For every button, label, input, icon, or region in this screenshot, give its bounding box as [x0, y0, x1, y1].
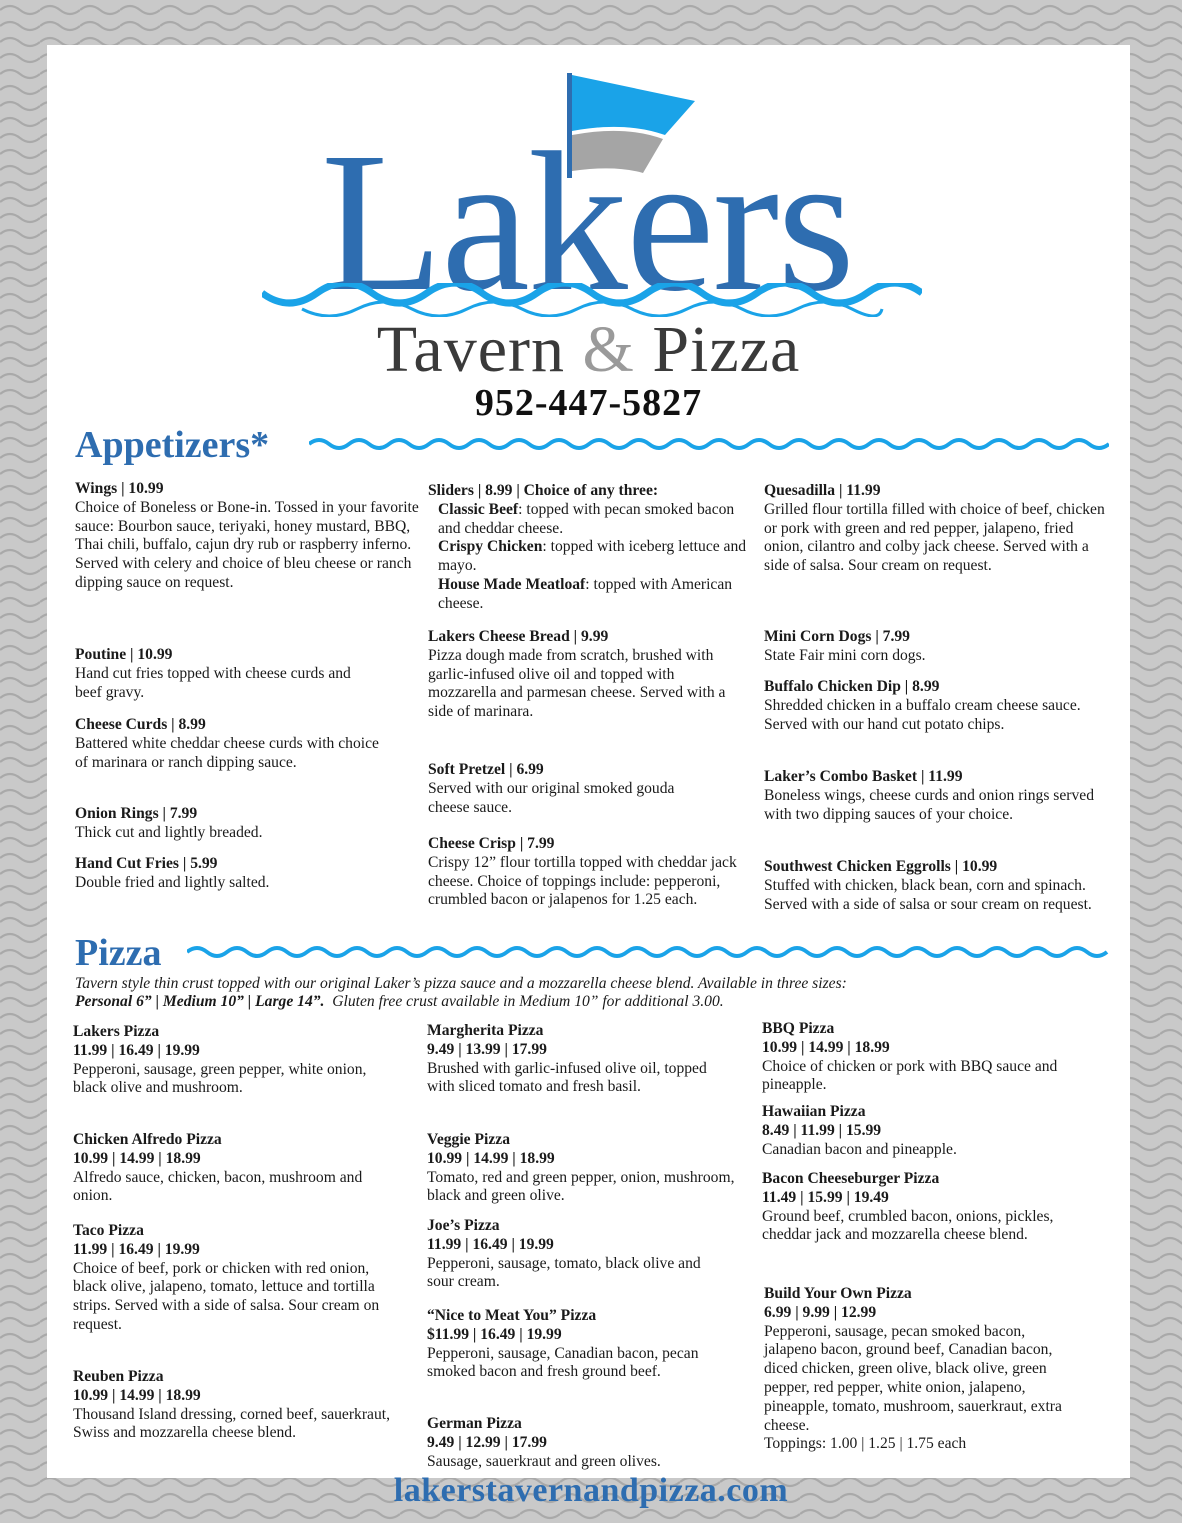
pizza-sizes: Personal 6” | Medium 10” | Large 14”. [75, 993, 325, 1010]
item-desc: Choice of Boneless or Bone-in. Tossed in your favorite sauce: Bourbon sauce, teriyaki, honey mustard, BBQ, Thai chili, buffalo, cajun dry rub or raspberry inferno. Served with celery and choice of bleu cheese or ranch dipping sauce on request. [75, 498, 419, 591]
pizza-item-bacon-cheeseburger [762, 1170, 1097, 1245]
item-prices: 9.49 | 13.99 | 17.99 [427, 1040, 547, 1058]
item-desc: Double fried and lightly salted. [75, 873, 270, 891]
item-desc: Battered white cheddar cheese curds with choice of marinara or ranch dipping sauce. [75, 734, 379, 771]
item-prices: 10.99 | 14.99 | 18.99 [427, 1149, 555, 1167]
menu-sheet [47, 45, 1130, 1478]
appetizers-wave-icon [309, 435, 1109, 453]
item-desc: Choice of chicken or pork with BBQ sauce and pineapple. [762, 1057, 1058, 1094]
item-desc: Pizza dough made from scratch, brushed with garlic-infused olive oil and topped with mozzarella and parmesan cheese. Served with a side of marinara. [428, 646, 726, 721]
item-prices: 10.99 | 14.99 | 18.99 [73, 1386, 201, 1404]
item-name: Bacon Cheeseburger Pizza [762, 1170, 940, 1187]
item-desc: Shredded chicken in a buffalo cream cheese sauce. Served with our hand cut potato chips. [764, 696, 1081, 733]
item-desc: Pepperoni, sausage, pecan smoked bacon, jalapeno bacon, ground beef, Canadian bacon, diced chicken, green olive, black olive, green pepper, red pepper, white onion, jalapeno, pineapple, tomato, mushroom, sauerkraut, extra cheese. [764, 1322, 1062, 1434]
pizza-item-taco [73, 1222, 393, 1335]
item-name: Cheese Crisp | 7.99 [428, 835, 555, 852]
item-desc: Crispy 12” flour tortilla topped with cheddar jack cheese. Choice of toppings include: pepperoni, crumbled bacon or jalapenos for 1.25 each. [428, 853, 737, 909]
logo-waves-icon [262, 283, 922, 317]
menu-item-pretzel [428, 761, 718, 817]
toppings-prices: Toppings: 1.00 | 1.25 | 1.75 each [764, 1435, 967, 1453]
menu-item-fries [75, 855, 395, 893]
item-name: Veggie Pizza [427, 1131, 510, 1148]
menu-item-buffalo-dip [764, 678, 1084, 734]
slider-meatloaf: House Made Meatloaf: topped with American cheese. [438, 575, 733, 612]
item-name: Soft Pretzel | 6.99 [428, 761, 544, 778]
pizza-item-german [427, 1415, 757, 1471]
item-name: Lakers Cheese Bread | 9.99 [428, 628, 609, 645]
item-name: Southwest Chicken Eggrolls | 10.99 [764, 858, 998, 875]
item-desc: State Fair mini corn dogs. [764, 646, 926, 664]
pizza-item-chicken-alfredo [73, 1131, 373, 1206]
pizza-item-joes [427, 1217, 727, 1292]
item-name: Reuben Pizza [73, 1368, 164, 1385]
pizza-wave-icon [187, 943, 1109, 961]
item-name: Sliders | 8.99 | Choice of any three: [428, 482, 659, 499]
item-desc: Alfredo sauce, chicken, bacon, mushroom and onion. [73, 1168, 363, 1205]
item-name: BBQ Pizza [762, 1020, 835, 1037]
menu-item-cheese-crisp [428, 835, 763, 910]
item-desc: Grilled flour tortilla filled with choice of beef, chicken or pork with green and red pepper, jalapeno, fried onion, cilantro and colby jack cheese. Served with a side of salsa. Sour cream on request. [764, 500, 1105, 575]
item-desc: Brushed with garlic-infused olive oil, topped with sliced tomato and fresh basil. [427, 1059, 707, 1096]
pizza-gluten-free: Gluten free crust available in Medium 10” for additional 3.00. [332, 993, 724, 1010]
item-desc: Ground beef, crumbled bacon, onions, pickles, cheddar jack and mozzarella cheese blend. [762, 1207, 1054, 1244]
menu-item-quesadilla [764, 482, 1109, 576]
item-name: Build Your Own Pizza [764, 1285, 912, 1302]
menu-item-combo-basket [764, 768, 1109, 824]
subtitle-pizza: Pizza [652, 313, 801, 386]
item-name: Poutine | 10.99 [75, 646, 173, 663]
item-prices: 11.99 | 16.49 | 19.99 [73, 1240, 200, 1258]
item-prices: 11.99 | 16.49 | 19.99 [427, 1235, 554, 1253]
item-desc: Hand cut fries topped with cheese curds and beef gravy. [75, 664, 351, 701]
item-name: Hawaiian Pizza [762, 1103, 866, 1120]
item-prices: 10.99 | 14.99 | 18.99 [762, 1038, 890, 1056]
menu-item-poutine [75, 646, 375, 702]
item-name: Buffalo Chicken Dip | 8.99 [764, 678, 940, 695]
item-name: Mini Corn Dogs | 7.99 [764, 628, 910, 645]
slider-crispy-chicken: Crispy Chicken: topped with iceberg lettuce and mayo. [438, 538, 747, 575]
item-desc: Thousand Island dressing, corned beef, sauerkraut, Swiss and mozzarella cheese blend. [73, 1405, 390, 1442]
item-prices: 11.99 | 16.49 | 19.99 [73, 1041, 200, 1059]
item-prices: 10.99 | 14.99 | 18.99 [73, 1149, 201, 1167]
item-desc: Boneless wings, cheese curds and onion rings served with two dipping sauces of your choice. [764, 786, 1094, 823]
item-name: Quesadilla | 11.99 [764, 482, 881, 499]
slider-classic-beef: Classic Beef: topped with pecan smoked bacon and cheddar cheese. [438, 500, 735, 537]
item-name: Margherita Pizza [427, 1022, 544, 1039]
item-name: Wings | 10.99 [75, 480, 164, 497]
item-prices: 11.49 | 15.99 | 19.49 [762, 1188, 889, 1206]
item-desc: Pepperoni, sausage, tomato, black olive and sour cream. [427, 1254, 701, 1291]
item-desc: Stuffed with chicken, black bean, corn and spinach. Served with a side of salsa or sour cream on request. [764, 876, 1092, 913]
item-desc: Pepperoni, sausage, Canadian bacon, pecan smoked bacon and fresh ground beef. [427, 1344, 699, 1381]
item-desc: Pepperoni, sausage, green pepper, white onion, black olive and mushroom. [73, 1060, 367, 1097]
pizza-item-nice-to-meat-you [427, 1307, 747, 1382]
item-desc: Canadian bacon and pineapple. [762, 1140, 957, 1158]
item-name: “Nice to Meat You” Pizza [427, 1307, 597, 1324]
item-desc: Thick cut and lightly breaded. [75, 823, 263, 841]
pizza-item-lakers [73, 1023, 373, 1098]
menu-item-wings [75, 480, 430, 593]
subtitle-ampersand: & [582, 313, 635, 386]
item-name: Cheese Curds | 8.99 [75, 716, 206, 733]
item-prices: 6.99 | 9.99 | 12.99 [764, 1303, 877, 1321]
menu-item-cheese-bread [428, 628, 728, 722]
pizza-item-margherita [427, 1022, 727, 1097]
menu-item-eggrolls [764, 858, 1109, 914]
website-link[interactable]: lakerstavernandpizza.com [393, 1472, 789, 1509]
brand-subtitle [47, 315, 1130, 385]
item-name: Onion Rings | 7.99 [75, 805, 198, 822]
item-prices: 8.49 | 11.99 | 15.99 [762, 1121, 882, 1139]
item-desc: Served with our original smoked gouda cheese sauce. [428, 779, 675, 816]
pizza-note [75, 975, 1120, 1011]
item-prices: $11.99 | 16.49 | 19.99 [427, 1325, 562, 1343]
item-desc: Sausage, sauerkraut and green olives. [427, 1452, 661, 1470]
menu-item-cheese-curds [75, 716, 395, 772]
pizza-item-reuben [73, 1368, 418, 1443]
phone-number[interactable]: 952-447-5827 [474, 382, 703, 424]
menu-item-corn-dogs [764, 628, 1084, 666]
appetizers-title: Appetizers* [75, 424, 270, 466]
brand-name: Lakers [320, 112, 854, 333]
menu-item-sliders [428, 482, 758, 614]
item-name: Hand Cut Fries | 5.99 [75, 855, 218, 872]
pizza-title: Pizza [75, 932, 162, 974]
item-name: Joe’s Pizza [427, 1217, 500, 1234]
item-prices: 9.49 | 12.99 | 17.99 [427, 1433, 547, 1451]
item-desc: Tomato, red and green pepper, onion, mushroom, black and green olive. [427, 1168, 735, 1205]
pizza-item-hawaiian [762, 1103, 1062, 1159]
pizza-item-veggie [427, 1131, 747, 1206]
item-desc: Choice of beef, pork or chicken with red onion, black olive, jalapeno, tomato, lettuce and tortilla strips. Served with a side of salsa. Sour cream on request. [73, 1259, 380, 1333]
subtitle-tavern: Tavern [376, 313, 565, 386]
item-name: Lakers Pizza [73, 1023, 160, 1040]
pizza-item-bbq [762, 1020, 1062, 1095]
pizza-note-line: Tavern style thin crust topped with our original Laker’s pizza sauce and a mozzarella cheese blend. Available in three sizes: [75, 975, 847, 992]
item-name: German Pizza [427, 1415, 522, 1432]
pizza-item-build-your-own [764, 1285, 1079, 1454]
item-name: Chicken Alfredo Pizza [73, 1131, 222, 1148]
item-name: Laker’s Combo Basket | 11.99 [764, 768, 963, 785]
menu-item-onion-rings [75, 805, 395, 843]
logo [47, 45, 1130, 424]
item-name: Taco Pizza [73, 1222, 144, 1239]
